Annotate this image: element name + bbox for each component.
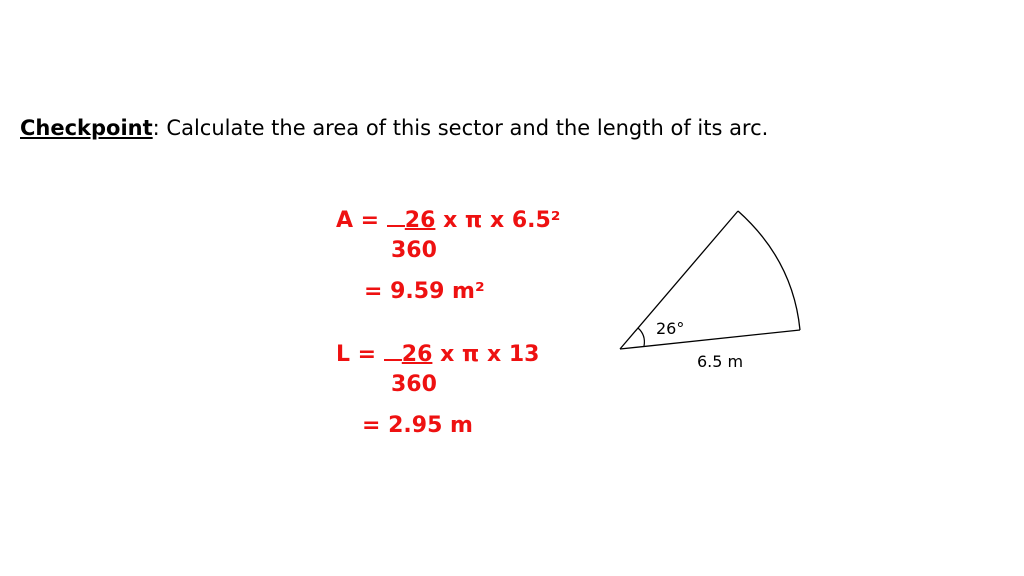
sector-radius-bottom bbox=[620, 330, 800, 349]
area-result: = 9.59 m² bbox=[364, 279, 485, 304]
area-rest: x π x 6.5² bbox=[435, 208, 561, 233]
angle-marker bbox=[638, 328, 644, 346]
sector-arc bbox=[738, 211, 800, 330]
arc-result: = 2.95 m bbox=[362, 413, 473, 438]
arc-rest: x π x 13 bbox=[432, 342, 540, 367]
area-denominator: 360 bbox=[391, 238, 437, 263]
arc-numerator: 26 bbox=[401, 342, 433, 367]
question-text: Calculate the area of this sector and the length of its arc. bbox=[159, 116, 769, 140]
area-numerator: 26 bbox=[404, 208, 436, 233]
checkpoint-label: Checkpoint bbox=[20, 116, 153, 140]
angle-label: 26° bbox=[656, 319, 685, 338]
heading-separator: : bbox=[152, 116, 160, 140]
arc-denominator: 360 bbox=[391, 372, 437, 397]
area-lhs: A = bbox=[336, 208, 387, 233]
arc-lhs: L = bbox=[336, 342, 384, 367]
radius-label: 6.5 m bbox=[697, 352, 744, 371]
